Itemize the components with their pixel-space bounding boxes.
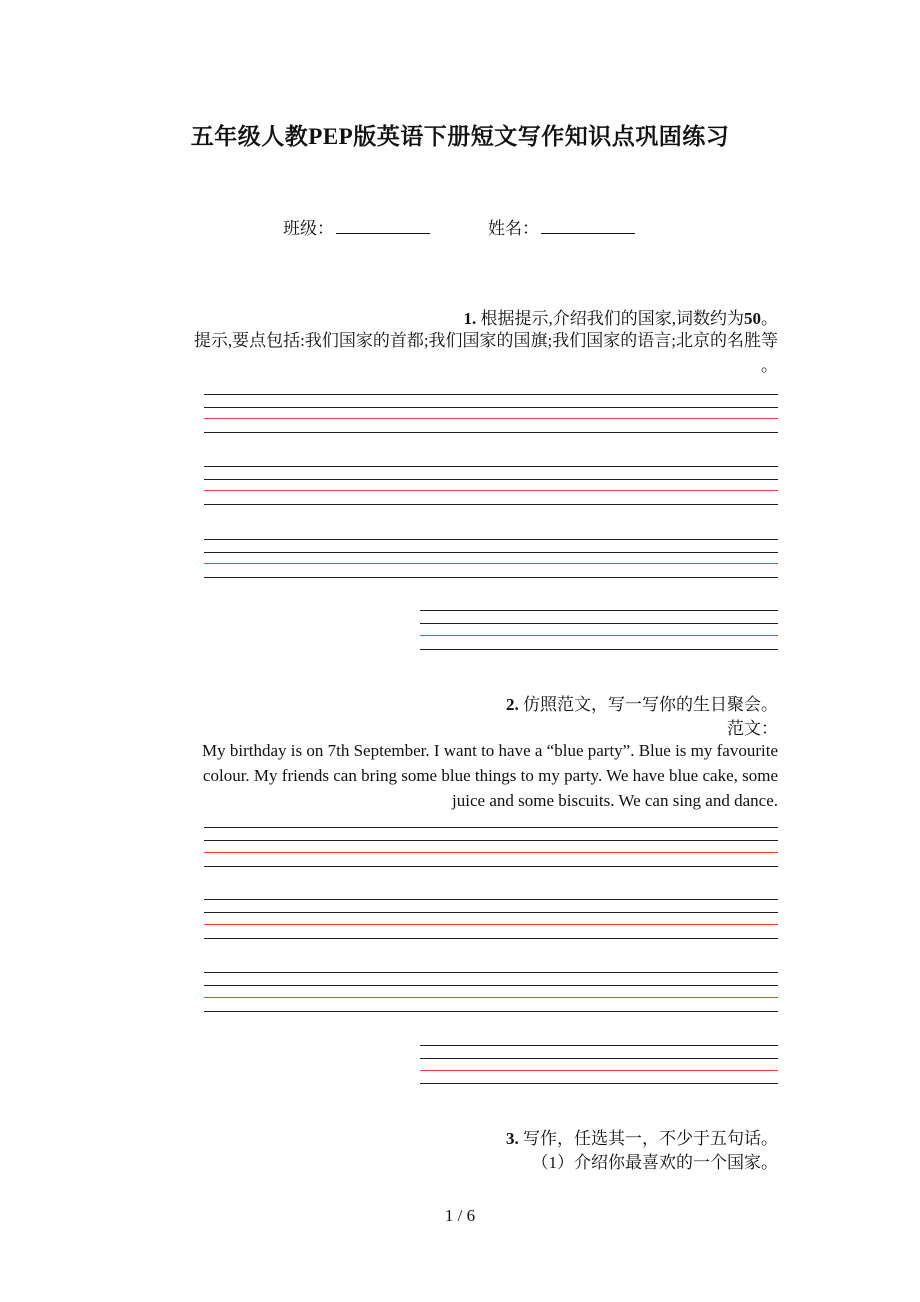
- writing-line: [204, 972, 778, 973]
- question-3-heading: [506, 1124, 778, 1149]
- writing-line: [420, 1045, 778, 1046]
- writing-line: [420, 649, 778, 650]
- guide-line: [420, 635, 778, 636]
- writing-line: [420, 623, 778, 624]
- guide-line: [204, 852, 778, 853]
- guide-line: [204, 997, 778, 998]
- question-1-text: 根据提示,介绍我们的国家,词数约为: [480, 309, 744, 328]
- document-title: 五年级人教PEP版英语下册短文写作知识点巩固练习: [190, 124, 730, 149]
- question-3-option-1: （1）介绍你最喜欢的一个国家。: [531, 1153, 778, 1172]
- guide-line: [204, 490, 778, 491]
- writing-line: [204, 539, 778, 540]
- writing-line: [204, 938, 778, 939]
- guide-line: [420, 1070, 778, 1071]
- name-label: 姓名：: [488, 219, 539, 238]
- writing-line: [204, 985, 778, 986]
- question-1-number: 1.: [463, 309, 477, 328]
- page-number: 1 / 6: [444, 1206, 476, 1225]
- sample-label: 范文：: [727, 719, 778, 738]
- guide-line: [204, 418, 778, 419]
- name-field: [488, 214, 635, 239]
- writing-line: [204, 479, 778, 480]
- question-3-number: 3.: [506, 1129, 519, 1148]
- hint-text: 提示,要点包括:我们国家的首都;我们国家的国旗;我们国家的语言;北京的名胜等: [193, 331, 778, 350]
- writing-line: [204, 912, 778, 913]
- writing-line: [204, 504, 778, 505]
- hint-end: 。: [761, 356, 778, 375]
- guide-line: [204, 563, 778, 564]
- writing-line: [420, 610, 778, 611]
- writing-line: [204, 466, 778, 467]
- writing-line: [204, 840, 778, 841]
- guide-line: [204, 924, 778, 925]
- writing-line: [420, 1058, 778, 1059]
- writing-line: [204, 394, 778, 395]
- sample-line: colour. My friends can bring some blue things to my party. We have blue cake, some: [202, 766, 778, 785]
- sample-essay: [140, 738, 778, 813]
- sample-line: My birthday is on 7th September. I want to have a “blue party”. Blue is my favourite: [202, 741, 778, 760]
- writing-line: [420, 1083, 778, 1084]
- writing-line: [204, 827, 778, 828]
- question-1-end: 。: [761, 309, 778, 328]
- question-2-heading: [506, 690, 778, 715]
- question-2-number: 2.: [506, 695, 519, 714]
- writing-line: [204, 1011, 778, 1012]
- question-1-heading: [464, 304, 779, 329]
- writing-line: [204, 866, 778, 867]
- writing-line: [204, 552, 778, 553]
- question-1-word-count: 50: [744, 309, 761, 328]
- question-3-text: 写作，任选其一，不少于五句话。: [523, 1129, 778, 1148]
- question-1-hint: [140, 328, 778, 378]
- sample-line: juice and some biscuits. We can sing and dance.: [452, 791, 778, 810]
- writing-line: [204, 577, 778, 578]
- writing-line: [204, 432, 778, 433]
- name-blank[interactable]: [541, 216, 635, 234]
- class-field: [283, 214, 430, 239]
- writing-line: [204, 899, 778, 900]
- writing-line: [204, 407, 778, 408]
- class-label: 班级：: [283, 219, 334, 238]
- class-blank[interactable]: [336, 216, 430, 234]
- question-2-text: 仿照范文，写一写你的生日聚会。: [523, 695, 778, 714]
